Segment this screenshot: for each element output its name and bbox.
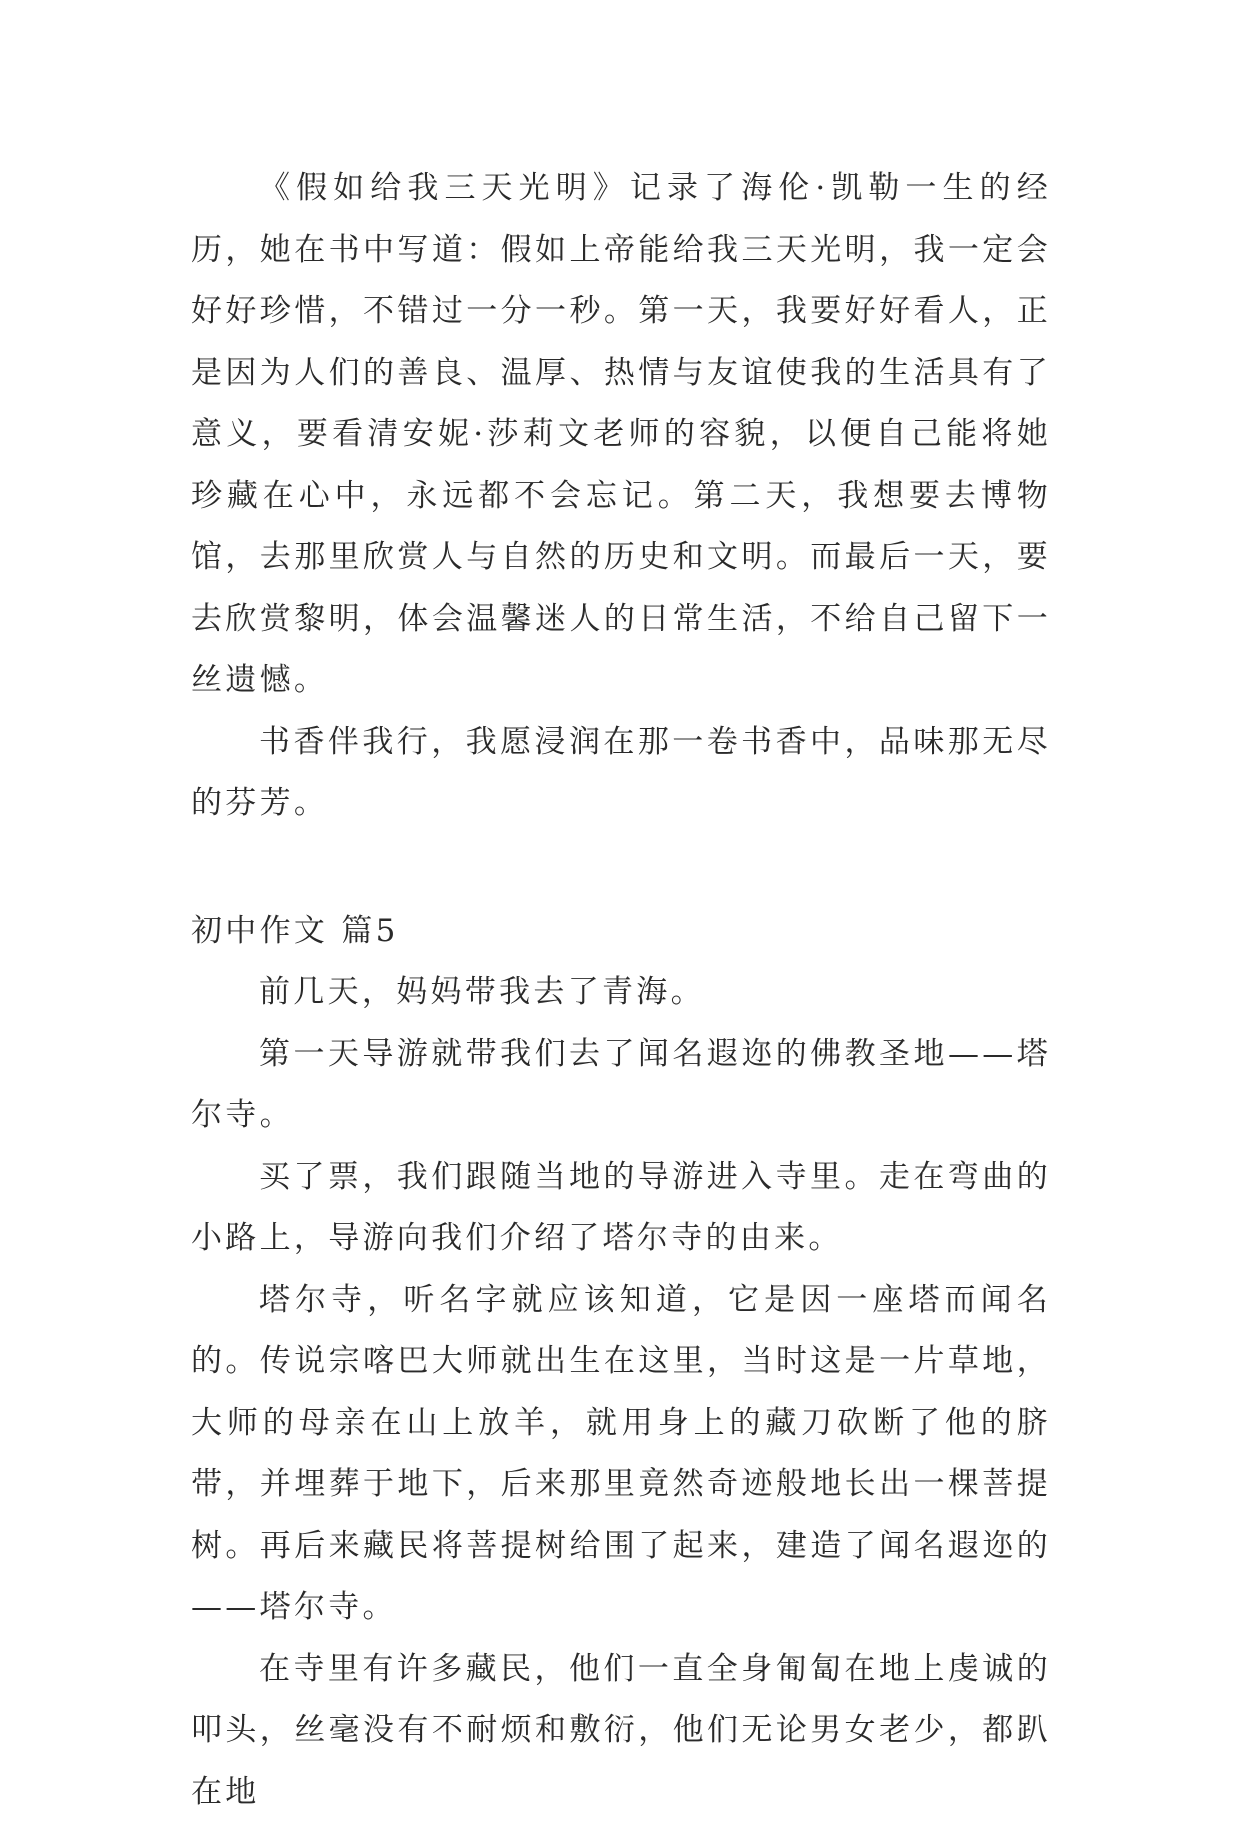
- section-heading: 初中作文 篇5: [191, 901, 1051, 963]
- paragraph-temple-origin: 塔尔寺，听名字就应该知道，它是因一座塔而闻名的。传说宗喀巴大师就出生在这里，当时这是一片草地，大师的母亲在山上放羊，就用身上的藏刀砍断了他的脐带，并埋葬于地下，后来那里竟然奇迹般地长出一棵菩提树。再后来藏民将菩提树给围了起来，建造了闻名遐迩的——塔尔寺。: [191, 1270, 1051, 1639]
- paragraph-helen-keller: 《假如给我三天光明》记录了海伦·凯勒一生的经历，她在书中写道：假如上帝能给我三天光明，我一定会好好珍惜，不错过一分一秒。第一天，我要好好看人，正是因为人们的善良、温厚、热情与友谊使我的生活具有了意义，要看清安妮·莎莉文老师的容貌，以便自己能将她珍藏在心中，永远都不会忘记。第二天，我想要去博物馆，去那里欣赏人与自然的历史和文明。而最后一天，要去欣赏黎明，体会温馨迷人的日常生活，不给自己留下一丝遗憾。: [191, 158, 1051, 712]
- document-body: [191, 158, 1051, 1823]
- paragraph-book-fragrance: 书香伴我行，我愿浸润在那一卷书香中，品味那无尽的芬芳。: [191, 712, 1051, 835]
- paragraph-pilgrims: 在寺里有许多藏民，他们一直全身匍匐在地上虔诚的叩头，丝毫没有不耐烦和敷衍，他们无论男女老少，都趴在地: [191, 1639, 1051, 1823]
- paragraph-trip-qinghai: 前几天，妈妈带我去了青海。: [191, 962, 1051, 1024]
- paragraph-tickets-guide: 买了票，我们跟随当地的导游进入寺里。走在弯曲的小路上，导游向我们介绍了塔尔寺的由来。: [191, 1147, 1051, 1270]
- paragraph-taer-temple-visit: 第一天导游就带我们去了闻名遐迩的佛教圣地——塔尔寺。: [191, 1024, 1051, 1147]
